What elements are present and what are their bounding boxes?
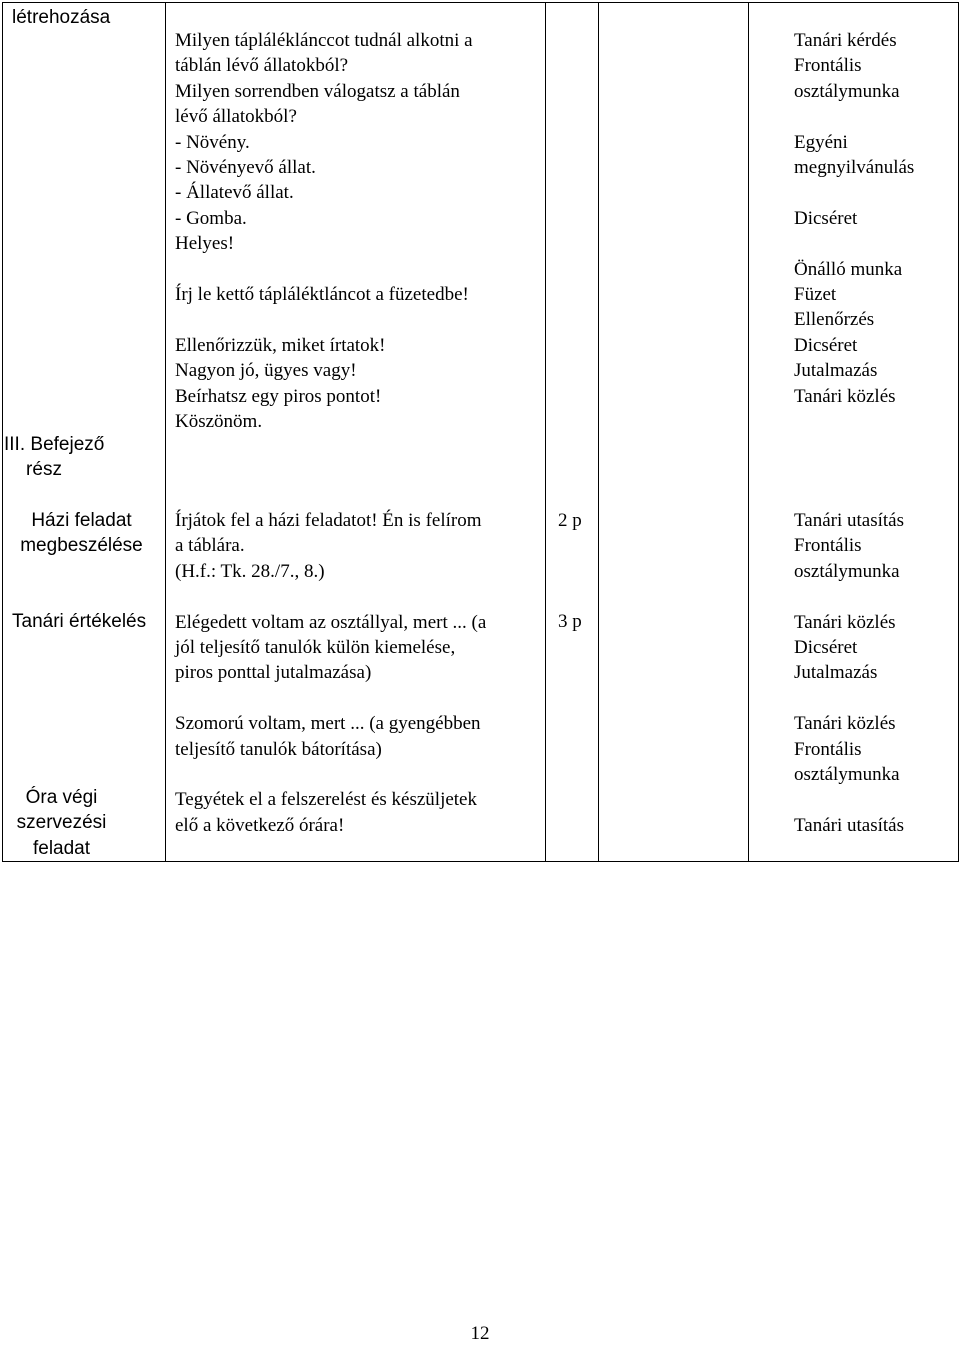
table-border-bottom bbox=[2, 861, 959, 862]
time-value: 2 p bbox=[558, 510, 582, 531]
method-text: Tanári utasítás Frontális osztálymunka Tanári közlés Dicséret Jutalmazás Tanári közlés Frontális osztálymunka Tanári utasítás bbox=[794, 510, 904, 836]
activity-text: Írjátok fel a házi feladatot! Én is felírom a táblára. (H.f.: Tk. 28./7., 8.) Elégedett voltam az osztállyal, mert ... (a jól teljesítő tanulók külön kiemelése, piros ponttal jutalmazása) Szomorú voltam, mert ... (a gyengébben teljesítő tanulók bátorítása) Tegyétek el a felszerelést és készüljetek elő a következő órára! bbox=[175, 510, 487, 836]
section-label: létrehozása bbox=[12, 7, 111, 28]
page-number: 12 bbox=[470, 1323, 490, 1344]
column-divider bbox=[598, 2, 599, 862]
time-value: 3 p bbox=[558, 611, 582, 632]
section-label: III. Befejező rész bbox=[4, 434, 105, 481]
activity-text: Milyen tápláléklánccot tudnál alkotni a táblán lévő állatokból? Milyen sorrendben válogatsz a táblán lévő állatokból? - Növény. - Növényevő állat. - Állatevő állat. - Gomba. Helyes! Írj le kettő tápláléktláncot a füzetedbe! Ellenőrizzük, miket írtatok! Nagyon jó, ügyes vagy! Beírhatsz egy piros pontot! Köszönöm. bbox=[175, 30, 473, 433]
table-border-right bbox=[958, 2, 959, 862]
section-label: Óra végi szervezési feladat bbox=[16, 787, 107, 859]
column-divider bbox=[748, 2, 749, 862]
section-label: Házi feladat megbeszélése bbox=[20, 510, 143, 557]
table-border-left bbox=[2, 2, 3, 862]
method-text: Tanári kérdés Frontális osztálymunka Egyéni megnyilvánulás Dicséret Önálló munka Füzet Ellenőrzés Dicséret Jutalmazás Tanári közlés bbox=[794, 30, 915, 407]
column-divider bbox=[545, 2, 546, 862]
table-border-top bbox=[2, 2, 959, 3]
section-label: Tanári értékelés bbox=[12, 611, 147, 632]
column-divider bbox=[165, 2, 166, 862]
